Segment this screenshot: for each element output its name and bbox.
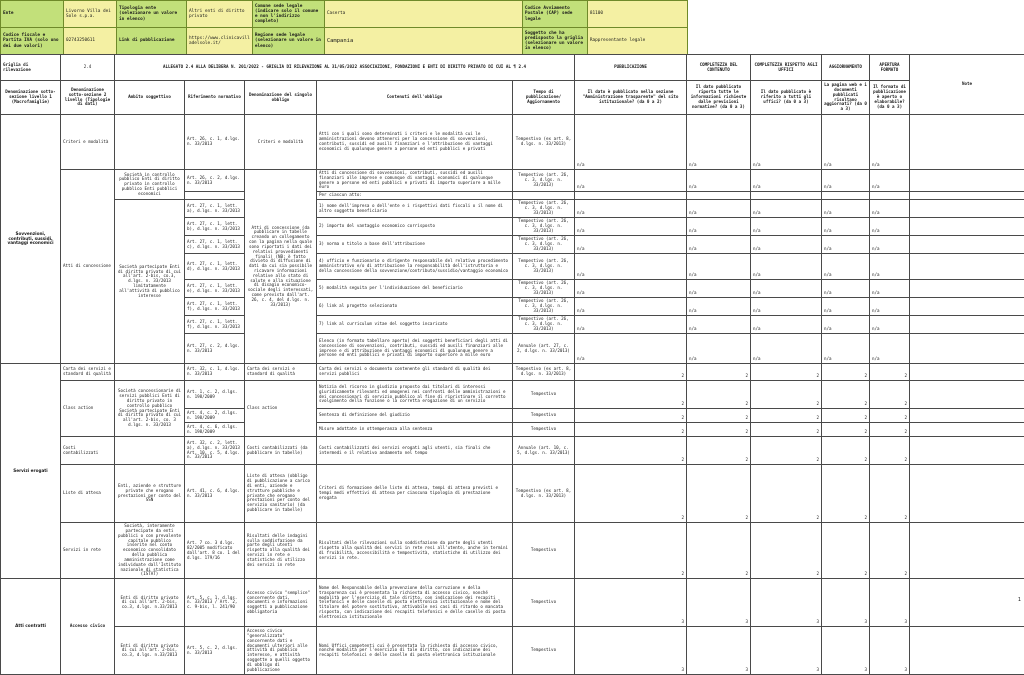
score-pub[interactable]: n/a [575,236,687,254]
score-agg[interactable]: n/a [822,115,870,170]
cf-value[interactable]: 02743250611 [64,28,117,55]
cell-note[interactable] [910,298,1024,316]
score-agg[interactable]: 2 [822,381,870,409]
cell-note[interactable] [910,200,1024,218]
score-uff[interactable]: 2 [751,409,822,423]
score-pub[interactable]: 3 [575,627,687,675]
cell-tempo: Tempestivo [513,423,575,437]
col-ambito: Ambito soggettivo [115,81,185,115]
cell-riferimento: Art. 4, c. 2, d.lgs. n. 198/2009 [185,409,245,423]
score-comp[interactable]: n/a [687,280,751,298]
col-group-completezza: COMPLETEZZA DEL CONTENUTO [687,55,751,81]
cell-ambito [115,115,185,170]
cell-tipologia: Accesso civico [61,579,115,675]
score-comp[interactable]: n/a [687,200,751,218]
cell-contenuti: Notizia del ricorso in giudizio proposto dai titolari di interessi giuridicamente rilevanti ed omogenei nei confronti delle amministrazioni e dei concessionari di servizio pubblico al fine di ripristinare il corretto svolgimento della funzione o la corretta erogazione di un servizio [317,381,513,409]
score-comp[interactable]: 2 [687,523,751,579]
cell-contenuti: Atti con i quali sono determinati i criteri e le modalità cui le amministrazioni devono attenersi per la concessione di sovvenzioni, contributi, sussidi ed ausili finanziari e l'attribuzione di vantaggi economici di qualunque genere a persone ed enti pubblici e privati [317,115,513,170]
cell-tempo: Tempestivo (art. 26, c. 3, d.lgs. n. 33/2013) [513,218,575,236]
cell-riferimento: Art. 27, c. 1, lett. a), d.lgs. n. 33/2013 [185,200,245,218]
cell-note[interactable] [910,115,1024,170]
cell-denominazione: Risultati delle indagini sulla soddisfazione da parte degli utenti rispetto alla qualità dei servizi in rete e statistiche di utilizzo dei servizi in rete [245,523,317,579]
cell-note[interactable] [910,437,1024,465]
table-row [1,579,1024,627]
cell-contenuti: Costi contabilizzati dei servizi erogati agli utenti, sia finali che intermedi e il relativo andamento nel tempo [317,437,513,465]
cell-contenuti: Misure adottate in ottemperanza alla sentenza [317,423,513,437]
cell-tempo: Tempestivo [513,409,575,423]
cell-ambito: Enti di diritto privato di cui all'art. 2-bis, co.3, d.lgs. n.33/2013 [115,579,185,627]
score-pub[interactable]: 2 [575,381,687,409]
cell-contenuti: Nomi Uffici competenti cui è presentata la richiesta di accesso civico, nonché modalità per l'esercizio di tale diritto, con indicazione dei recapiti telefonici e delle caselle di posta elettronica istituzionale [317,627,513,675]
cell-contenuti: 1) nome dell'impresa o dell'ente e i rispettivi dati fiscali o il nome di altro soggetto beneficiario [317,200,513,218]
cell-contenuti: 6) link al progetto selezionato [317,298,513,316]
score-agg[interactable]: 2 [822,465,870,523]
comune-label: Comune sede legale (indicare solo il comune e non l'indirizzo completo) [252,1,324,28]
score-uff[interactable]: 3 [751,579,822,627]
score-agg[interactable]: n/a [822,316,870,334]
cell-tempo: Tempestivo [513,579,575,627]
score-pub[interactable]: n/a [575,334,687,364]
col-note: Note [910,55,1024,115]
score-ap[interactable]: n/a [870,298,910,316]
score-ap[interactable]: n/a [870,200,910,218]
cell-tipologia: Liste di attesa [61,465,115,523]
soggetto-value[interactable]: Rappresentante legale [587,28,687,55]
score-comp[interactable]: n/a [687,334,751,364]
cell-note[interactable] [910,381,1024,409]
macro-servizi: Servizi erogati [1,364,61,579]
cell-ambito: Società, interamente partecipate da enti pubblici o con prevalente capitale pubblico inserite nel conto economico consolidato della pubblica amministrazione come individuate dall'Istituto nazionale di statistica (ISTAT) [115,523,185,579]
score-uff[interactable]: n/a [751,280,822,298]
col-comp-question: Il dato pubblicato riporta tutte le informazioni richieste dalle previsioni normative? (da 0 a 3) [687,81,751,115]
header-info-table [0,0,688,55]
score-pub[interactable]: 2 [575,465,687,523]
score-uff[interactable]: 2 [751,523,822,579]
col-contenuti: Contenuti dell'obbligo [317,81,513,115]
cell-riferimento: Art. 27, c. 1, lett. e), d.lgs. n. 33/2013 [185,280,245,298]
cell-tempo: Tempestivo (art. 26, c. 3, d.lgs. n. 33/2013) [513,200,575,218]
cell-tempo: Tempestivo (art. 26, c. 3, d.lgs. n. 33/2013) [513,236,575,254]
cell-riferimento: Art. 27, c. 2, d.lgs. n. 33/2013 [185,334,245,364]
table-row [1,465,1024,523]
score-pub[interactable]: n/a [575,200,687,218]
score-pub[interactable]: 2 [575,364,687,381]
score-agg[interactable]: 2 [822,364,870,381]
score-comp[interactable]: n/a [687,254,751,280]
tipologia-value[interactable]: Altri enti di diritto privato [187,1,253,28]
score-pub[interactable]: 2 [575,409,687,423]
score-agg[interactable]: 3 [822,579,870,627]
soggetto-label: Soggetto che ha predisposto la griglia (selezionare un valore in elenco) [522,28,587,55]
cell-tempo: Tempestivo (ex art. 8, d.lgs. n. 33/2013) [513,115,575,170]
cell-riferimento: Art. 32, c. 2, lett. a), d.lgs. n. 33/2013 Art. 10, c. 5, d.lgs. n. 33/2013 [185,437,245,465]
score-agg[interactable]: 2 [822,523,870,579]
allegato-title: ALLEGATO 2.4 ALLA DELIBERA N. 201/2022 - GRIGLIA DI RILEVAZIONE AL 31/05/2022 ASSOCIAZIONI, FONDAZIONI E ENTI DI DIRITTO PRIVATO DI CUI AL ¶ 2.4 [115,55,575,81]
cell-riferimento: Art. 4, c. 6, d.lgs. n. 198/2009 [185,423,245,437]
col-tempo: Tempo di pubblicazione/ Aggiornamento [513,81,575,115]
link-value[interactable]: https://www.clinicavill adelsole.it/ [187,28,253,55]
score-agg[interactable]: n/a [822,200,870,218]
score-ap[interactable]: 3 [870,627,910,675]
cell-tipologia: Criteri e modalità [61,115,115,170]
cap-label: Codice Avviamento Postale (CAP) sede legale [522,1,587,28]
cell-contenuti: Nome del Responsabile della prevenzione della corruzione e della trasparenza cui è presentata la richiesta di accesso civico, nonché modalità per l'esercizio di tale diritto, con indicazione dei recapiti telefonici e delle caselle di posta elettronica istituzionale e nome del titolare del potere sostitutivo, attivabile nei casi di ritardo o mancata risposta, con indicazione dei recapiti telefonici e delle caselle di posta elettronica istituzionale [317,579,513,627]
score-comp[interactable]: 3 [687,627,751,675]
score-uff[interactable]: 3 [751,627,822,675]
score-agg[interactable]: 2 [822,437,870,465]
cell-riferimento: Art. 27, c. 1, lett. f), d.lgs. n. 33/2013 [185,316,245,334]
cell-tempo: Tempestivo (art. 26, c. 3, d.lgs. n. 33/2013) [513,280,575,298]
cell-tempo: Tempestivo (art. 26, c. 3, d.lgs. n. 33/2013) [513,170,575,192]
cell-note[interactable] [910,579,1024,627]
cell-tempo: Tempestivo [513,523,575,579]
cell-denominazione: Liste di attesa (obbligo di pubblicazione a carico di enti, aziende e strutture pubbliche e private che erogano prestazioni per conto del servizio sanitario) (da pubblicare in tabelle) [245,465,317,523]
cell-ambito [115,437,185,465]
cell-riferimento: Art. 27, c. 1, lett. d), d.lgs. n. 33/2013 [185,254,245,280]
cell-riferimento: Art. 27, c. 1, lett. b), d.lgs. n. 33/2013 [185,218,245,236]
score-pub[interactable]: 3 [575,579,687,627]
griglia-label: Griglia di rilevazione [1,55,61,81]
tipologia-label: Tipologia ente (selezionare un valore in elenco) [117,1,187,28]
cell-riferimento: Art. 5, c. 1, d.lgs. n. 33/2013 / Art. 2, c. 9-bis, l. 241/90 [185,579,245,627]
score-uff[interactable]: n/a [751,236,822,254]
score-ap[interactable]: n/a [870,334,910,364]
score-comp[interactable]: n/a [687,170,751,192]
macro-sovvenzioni: Sovvenzioni, contributi, sussidi, vantaggi economici [1,115,61,364]
cell-note[interactable] [910,334,1024,364]
table-row [1,115,1024,170]
score-ap[interactable]: n/a [870,115,910,170]
regione-label: Regione sede legale (selezionare un valore in elenco) [252,28,324,55]
cell-ambito: Società concessionarie di servizi pubblici Enti di diritto privato in controllo pubblico Società partecipate Enti di diritto privato di cui all'art. 2-bis, co. 3 d.lgs. n. 33/2013 [115,381,185,437]
cell-note[interactable] [910,218,1024,236]
score-comp[interactable]: 2 [687,409,751,423]
table-row [1,627,1024,675]
score-uff[interactable]: n/a [751,218,822,236]
score-pub[interactable]: n/a [575,115,687,170]
score-agg[interactable]: n/a [822,236,870,254]
score-agg[interactable]: n/a [822,280,870,298]
cell-tempo: Tempestivo (ex art. 8, d.lgs. n. 33/2013) [513,465,575,523]
col-pub-question: Il dato è pubblicato nella sezione "Amministrazione trasparente" del sito istituzionale? (da 0 a 2) [575,81,687,115]
macro-atti: Atti contratti [1,579,61,675]
score-comp[interactable]: n/a [687,298,751,316]
cell-tempo [513,192,575,200]
cell-riferimento: Art. 27, c. 1, lett. f), d.lgs. n. 33/2013 [185,298,245,316]
cell-contenuti: 5) modalità seguita per l'individuazione del beneficiario [317,280,513,298]
cell-riferimento: Art. 26, c. 2, d.lgs. n. 33/2013 [185,170,245,192]
cell-riferimento: Art. 7 co. 3 d.lgs. 82/2005 modificato dall'art. 8 co. 1 del d.lgs. 179/16 [185,523,245,579]
score-agg[interactable]: 3 [822,627,870,675]
cell-contenuti: 4) ufficio e funzionario o dirigente responsabile del relativo procedimento amministrativo e/o di attribuzione la responsabilità dell'istruttoria e della concessione della sovvenzione/contributo/sussidio/vantaggio economico [317,254,513,280]
cell-ambito: Società in controllo pubblico Enti di diritto privato in controllo pubblico Enti pubblici economici [115,170,185,200]
cell-tempo: Annuale (art. 27, c. 2, d.lgs. n. 33/2013) [513,334,575,364]
score-comp[interactable]: 3 [687,579,751,627]
score-ap[interactable]: 2 [870,465,910,523]
cell-denominazione: Class action [245,381,317,437]
score-uff[interactable]: n/a [751,254,822,280]
score-comp[interactable]: n/a [687,115,751,170]
cell-note[interactable] [910,423,1024,437]
cell-contenuti: 7) link al curriculum vitae del soggetto incaricato [317,316,513,334]
col-group-pubblicazione: PUBBLICAZIONE [575,55,687,81]
link-label: Link di pubblicazione [117,28,187,55]
cell-riferimento [185,192,245,200]
cell-note[interactable] [910,316,1024,334]
col-group-apertura: APERTURA FORMATO [870,55,910,81]
score-ap[interactable]: 2 [870,423,910,437]
score-comp[interactable]: 2 [687,364,751,381]
cell-denominazione: Accesso civico "semplice" concernente dati, documenti e informazioni soggetti a pubblicazione obbligatoria [245,579,317,627]
score-agg[interactable]: n/a [822,334,870,364]
score-pub[interactable]: n/a [575,218,687,236]
cell-note[interactable] [910,409,1024,423]
col-group-aggiornamento: AGGIORNAMENTO [822,55,870,81]
table-row [1,170,1024,192]
col-uff-question: Il dato pubblicato è riferito a tutti gli uffici? (da 0 a 3) [751,81,822,115]
cell-denominazione: Accesso civico "generalizzato" concernente dati e documenti ulteriori alle attività di pubblico interesse, e attività soggette a quelli oggetto di obbligo di pubblicazione [245,627,317,675]
col-denominazione: Denominazione del singolo obbligo [245,81,317,115]
cell-tipologia: Carta dei servizi e standard di qualità [61,364,115,381]
score-agg[interactable]: n/a [822,298,870,316]
score-uff[interactable]: 2 [751,423,822,437]
score-agg[interactable]: n/a [822,254,870,280]
cell-note[interactable] [910,364,1024,381]
ente-label: Ente [1,1,64,28]
col-tipologia: Denominazione sotto-sezione 2 livello (Tipologie di dati) [61,81,115,115]
cell-contenuti: Risultati delle rilevazioni sulla soddisfazione da parte degli utenti rispetto alla qualità dei servizi in rete resi all'utente, anche in termini di fruibilità, accessibilità e tempestività, statistiche di utilizzo dei servizi in rete. [317,523,513,579]
table-row [1,523,1024,579]
score-ap[interactable]: n/a [870,280,910,298]
score-ap[interactable]: n/a [870,170,910,192]
cf-label: Codice fiscale e Partita IVA (solo uno dei due valori) [1,28,64,55]
cell-contenuti: Elenco (in formato tabellare aperto) dei soggetti beneficiari degli atti di concessione di sovvenzioni, contributi, sussidi ed ausili finanziari alle imprese e di attribuzione di vantaggi economici di qualunque genere a persone ed enti pubblici e privati di importo superiore a mille euro [317,334,513,364]
cell-note[interactable] [910,465,1024,523]
score-uff[interactable]: n/a [751,115,822,170]
cell-note[interactable] [910,254,1024,280]
score-pub[interactable]: n/a [575,316,687,334]
cell-riferimento: Art. 27, c. 1, lett. c), d.lgs. n. 33/2013 [185,236,245,254]
score-comp[interactable]: n/a [687,316,751,334]
cell-ambito: Enti di diritto privato di cui all'art. 2-bis, co.3, d.lgs. n.33/2013 [115,627,185,675]
score-ap[interactable]: 2 [870,523,910,579]
score-comp[interactable]: 2 [687,465,751,523]
cell-tipologia: Class action [61,381,115,437]
cell-contenuti: Atti di concessione di sovvenzioni, contributi, sussidi ed ausili finanziari alle imprese e comunque di vantaggi economici di qualunque genere a persone ed enti pubblici e privati di importo superiore a mille euro [317,170,513,192]
score-ap[interactable]: 3 [870,579,910,627]
score-pub[interactable]: n/a [575,254,687,280]
cell-note[interactable] [910,523,1024,579]
score-pub[interactable]: 2 [575,423,687,437]
score-uff[interactable]: 2 [751,437,822,465]
cell-tipologia: Servizi in rete [61,523,115,579]
cell-ambito: Enti, aziende e strutture private che erogano prestazioni per conto del SSN [115,465,185,523]
score-pub[interactable]: 2 [575,523,687,579]
score-agg[interactable]: 2 [822,423,870,437]
score-comp[interactable]: n/a [687,218,751,236]
cell-tipologia: Atti di concessione [61,170,115,364]
score-pub[interactable]: n/a [575,280,687,298]
cell-ambito: Società partecipate Enti di diritto privato di cui all'art. 2-bis, co.3, d.lgs. n. 33/2013 limitatamente all'attività di pubblico interesse [115,200,185,364]
griglia-value: 2.4 [61,55,115,81]
cell-note[interactable] [910,236,1024,254]
cell-tipologia: Costi contabilizzati [61,437,115,465]
cell-note[interactable] [910,627,1024,675]
cell-tempo: Tempestivo (ex art. 8, d.lgs. n. 33/2013) [513,364,575,381]
cell-contenuti: Carta dei servizi o documento contenente gli standard di qualità dei servizi pubblici [317,364,513,381]
col-ap-question: Il formato di pubblicazione è aperto o elaborabile? (da 0 a 3) [870,81,910,115]
cell-ambito [115,364,185,381]
cell-denominazione: Atti di concessione (da pubblicare in tabelle creando un collegamento con la pagina nella quale sono riportati i dati dei relativi provvedimenti finali) (NB: è fatto divieto di diffusione di dati da cui sia possibile ricavare informazioni relative allo stato di salute e alla situazione di disagio economico-sociale degli interessati, come previsto dall'art. 26, c. 4, del d.lgs. n. 33/2013) [245,170,317,364]
cell-contenuti: 3) norma o titolo a base dell'attribuzione [317,236,513,254]
cell-riferimento: Art. 41, c. 6, d.lgs. n. 33/2013 [185,465,245,523]
score-uff[interactable]: n/a [751,170,822,192]
cell-tempo: Tempestivo [513,381,575,409]
col-group-uffici: COMPLETEZZA RISPETTO AGLI UFFICI [751,55,822,81]
cell-contenuti: Per ciascun atto: [317,192,513,200]
cell-tempo: Tempestivo [513,627,575,675]
score-pub[interactable]: 2 [575,437,687,465]
col-macro: Denominazione sotto-sezione livello 1 (Macrofamiglie) [1,81,61,115]
table-row [1,200,1024,218]
cell-tempo: Annuale (art. 10, c. 5, d.lgs. n. 33/2013) [513,437,575,465]
cap-value[interactable]: 81100 [587,1,687,28]
score-pub[interactable]: n/a [575,298,687,316]
cell-contenuti: 2) importo del vantaggio economico corrisposto [317,218,513,236]
table-row [1,381,1024,409]
cell-contenuti: Sentenza di definizione del giudizio [317,409,513,423]
col-riferimento: Riferimento normativo [185,81,245,115]
score-comp[interactable]: 2 [687,381,751,409]
cell-contenuti: Criteri di formazione delle liste di attesa, tempi di attesa previsti e tempi medi effettivi di attesa per ciascuna tipologia di prestazione erogata [317,465,513,523]
score-comp[interactable]: 2 [687,423,751,437]
score-agg[interactable]: n/a [822,218,870,236]
score-ap[interactable]: n/a [870,254,910,280]
score-ap[interactable]: 2 [870,381,910,409]
cell-tempo: Tempestivo (art. 26, c. 3, d.lgs. n. 33/2013) [513,254,575,280]
cell-tempo: Tempestivo (art. 26, c. 3, d.lgs. n. 33/2013) [513,316,575,334]
ente-value[interactable]: Livorno Villa dei Sole s.p.a. [64,1,117,28]
score-uff[interactable]: 2 [751,465,822,523]
table-row [1,364,1024,381]
cell-denominazione: Carta dei servizi e standard di qualità [245,364,317,381]
cell-riferimento: Art. 1, c. 2, d.lgs. n. 198/2009 [185,381,245,409]
score-uff[interactable]: n/a [751,334,822,364]
score-uff[interactable]: n/a [751,316,822,334]
cell-note[interactable] [910,170,1024,192]
cell-riferimento: Art. 32, c. 1, d.lgs. n. 33/2013 [185,364,245,381]
score-ap[interactable]: n/a [870,316,910,334]
score-ap[interactable]: n/a [870,218,910,236]
score-ap[interactable]: 2 [870,409,910,423]
cell-riferimento: Art. 5, c. 2, d.lgs. n. 33/2013 [185,627,245,675]
cell-denominazione: Criteri e modalità [245,115,317,170]
table-row [1,437,1024,465]
comune-value[interactable]: Caserta [324,1,522,28]
score-uff[interactable]: n/a [751,298,822,316]
col-agg-question: La pagina web e i documenti pubblicati risultano aggiornati? (da 0 a 3) [822,81,870,115]
score-agg[interactable]: 2 [822,409,870,423]
regione-value[interactable]: Campania [324,28,522,55]
score-ap[interactable]: 2 [870,364,910,381]
score-comp[interactable]: 2 [687,437,751,465]
score-uff[interactable]: n/a [751,200,822,218]
score-ap[interactable]: 2 [870,437,910,465]
score-uff[interactable]: 2 [751,381,822,409]
page-number: 1 [1018,598,1021,604]
score-ap[interactable]: n/a [870,236,910,254]
score-pub[interactable]: n/a [575,170,687,192]
score-comp[interactable]: n/a [687,236,751,254]
obligations-table [0,54,1024,675]
cell-note[interactable] [910,280,1024,298]
cell-riferimento: Art. 26, c. 1, d.lgs. n. 33/2013 [185,115,245,170]
cell-tempo: Tempestivo (art. 26, c. 3, d.lgs. n. 33/2013) [513,298,575,316]
cell-denominazione: Costi contabilizzati (da pubblicare in tabelle) [245,437,317,465]
score-uff[interactable]: 2 [751,364,822,381]
score-agg[interactable]: n/a [822,170,870,192]
